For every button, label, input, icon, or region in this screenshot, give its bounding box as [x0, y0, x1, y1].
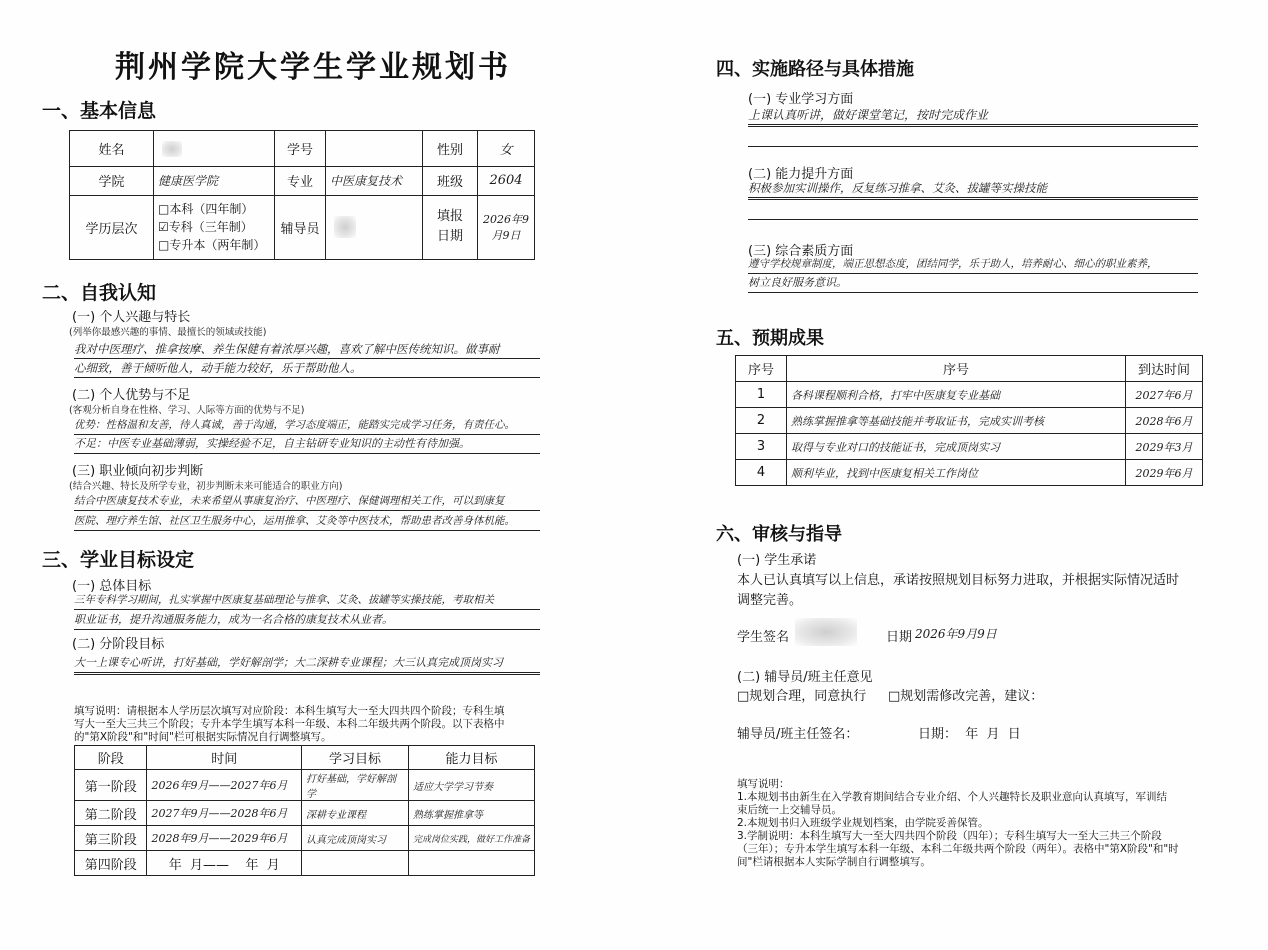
promise-text-1: 本人已认真填写以上信息，承诺按照规划目标努力进取，并根据实际情况适时 [737, 573, 1180, 588]
career-hint: (结合兴趣、特长及所学专业，初步判断未来可能适合的职业方向) [69, 481, 343, 492]
result-text: 取得与专业对口的技能证书，完成顶岗实习 [787, 434, 1126, 460]
result-no: 2 [736, 408, 787, 434]
note-line: 间"栏请根据本人实际学制自行调整填写。 [737, 856, 931, 868]
student-signature [795, 618, 857, 646]
note-line: 1.本规划书由新生在入学教育期间结合专业介绍、个人兴趣特长及职业意向认真填写，军训结 [737, 791, 1168, 803]
section-goals-heading: 三、学业目标设定 [42, 549, 195, 571]
note-line: 3.学制说明：本科生填写大一至大四共四个阶段（四年）；专科生填写大一至大三共三个阶段 [737, 830, 1162, 842]
interest-line-2: 心细致，善于倾听他人，动手能力较好，乐于帮助他人。 [74, 359, 540, 378]
class-value: 2604 [478, 167, 535, 195]
section-review-heading: 六、审核与指导 [716, 524, 842, 545]
phase-time: 年 月—— 年 月 [147, 851, 302, 876]
note-line: （三年）；专升本学生填写本科一年级、本科二年级共两个阶段（两年）。表格中"第X阶段"和"时 [737, 843, 1179, 855]
result-text: 顺利毕业，找到中医康复相关工作岗位 [787, 460, 1126, 486]
result-no: 3 [736, 434, 787, 460]
strength-line-1: 优势：性格温和友善，待人真诚，善于沟通，学习态度端正，能踏实完成学习任务，有责任心。 [74, 416, 540, 435]
phase-ability: 适应大学学习节奏 [408, 770, 534, 801]
level-option-upgrade[interactable]: □专升本（两年制） [158, 238, 266, 253]
note-line: 2.本规划书归入班级学业规划档案，由学院妥善保管。 [737, 817, 989, 829]
ability-aspect-line: 积极参加实训操作，反复练习推拿、艾灸、拔罐等实操技能 [748, 179, 1198, 198]
result-no: 1 [736, 382, 787, 408]
note-line: 束后统一上交辅导员。 [737, 804, 842, 816]
id-value [326, 131, 423, 167]
major-label: 专业 [275, 167, 326, 195]
result-time: 2029年6月 [1126, 460, 1203, 486]
phase-table [74, 745, 535, 876]
fill-note-1: 填写说明：请根据本人学历层次填写对应阶段：本科生填写大一至大四共四个阶段；专科生填 [74, 705, 505, 717]
section-self-heading: 二、自我认知 [42, 282, 157, 304]
result-time: 2028年6月 [1126, 408, 1203, 434]
phase-stage: 第四阶段 [75, 851, 147, 876]
counselor-sign-label: 辅导员/班主任签名： [737, 727, 859, 742]
phase-study: 深耕专业课程 [302, 801, 409, 826]
result-text: 熟练掌握推拿等基础技能并考取证书，完成实训考核 [787, 408, 1126, 434]
phase-time: 2026年9月——2027年6月 [147, 770, 302, 801]
career-title: (三) 职业倾向初步判断 [72, 464, 204, 479]
basic-info-table [69, 130, 535, 260]
quality-aspect-line-1: 遵守学校规章制度，端正思想态度，团结同学，乐于助人，培养耐心、细心的职业素养， [748, 255, 1198, 274]
opinion-option-revise[interactable]: □规划需修改完善，建议： [888, 689, 1044, 704]
interest-line-1: 我对中医理疗、推拿按摩、养生保健有着浓厚兴趣，喜欢了解中医传统知识。做事耐 [74, 340, 540, 359]
phase-stage: 第二阶段 [75, 801, 147, 826]
phase-ability: 熟练掌握推拿等 [408, 801, 534, 826]
phase-time: 2027年9月——2028年6月 [147, 801, 302, 826]
results-header-time: 到达时间 [1126, 356, 1203, 382]
gender-label: 性别 [423, 131, 478, 167]
promise-title: (一) 学生承诺 [737, 553, 817, 568]
phase-stage: 第一阶段 [75, 770, 147, 801]
results-header-result: 序号 [787, 356, 1126, 382]
name-label: 姓名 [70, 131, 154, 167]
interest-hint: (列举你最感兴趣的事情、最擅长的领域或技能) [69, 327, 267, 338]
level-option-college[interactable]: ☑专科（三年制） [158, 220, 253, 235]
phase-study: 打好基础，学好解剖学 [302, 770, 409, 801]
phase-time: 2028年9月——2029年6月 [147, 826, 302, 851]
phase-ability [408, 851, 534, 876]
phase-ability: 完成岗位实践，做好工作准备 [408, 826, 534, 851]
page-title: 荆州学院大学生学业规划书 [115, 50, 511, 85]
results-header-no: 序号 [736, 356, 787, 382]
major-value: 中医康复技术 [326, 167, 423, 195]
fill-date-value: 2026年9月9日 [478, 195, 535, 260]
phase-study [302, 851, 409, 876]
opinion-option-agree[interactable]: □规划合理，同意执行 [737, 689, 867, 704]
counselor-value [326, 195, 423, 260]
counselor-date-label: 日期： 年 月 日 [918, 727, 1021, 742]
overall-goal-line-2: 职业证书，提升沟通服务能力，成为一名合格的康复技术从业者。 [74, 611, 540, 630]
study-aspect-blank-1 [748, 126, 1198, 127]
phase-goal-blank-line [74, 674, 540, 675]
phase-header-time: 时间 [147, 746, 302, 770]
strength-line-2: 不足：中医专业基础薄弱，实操经验不足，自主钻研专业知识的主动性有待加强。 [74, 435, 540, 454]
section-results-heading: 五、预期成果 [716, 328, 824, 349]
section-implementation-heading: 四、实施路径与具体措施 [716, 59, 914, 80]
phase-stage: 第三阶段 [75, 826, 147, 851]
study-aspect-title: (一) 专业学习方面 [748, 92, 854, 107]
counselor-label: 辅导员 [275, 195, 326, 260]
promise-text-2: 调整完善。 [737, 593, 803, 608]
opinion-title: (二) 辅导员/班主任意见 [737, 670, 873, 685]
career-line-2: 医院、理疗养生馆、社区卫生服务中心，运用推拿、艾灸等中医技术，帮助患者改善身体机能。 [74, 512, 540, 531]
overall-goal-line-1: 三年专科学习期间，扎实掌握中医康复基础理论与推拿、艾灸、拔罐等实操技能，考取相关 [74, 591, 540, 610]
notes-title: 填写说明： [737, 778, 790, 790]
result-text: 各科课程顺利合格，打牢中医康复专业基础 [787, 382, 1126, 408]
level-label: 学历层次 [70, 195, 154, 260]
college-label: 学院 [70, 167, 154, 195]
fill-note-2: 写大一至大三共三个阶段；专升本学生填写本科一年级、本科二年级共两个阶段。以下表格中 [74, 718, 505, 730]
result-time: 2027年6月 [1126, 382, 1203, 408]
interest-title: (一) 个人兴趣与特长 [72, 310, 191, 325]
phase-goal-title: (二) 分阶段目标 [72, 637, 165, 652]
phase-header-stage: 阶段 [75, 746, 147, 770]
class-label: 班级 [423, 167, 478, 195]
strength-title: (二) 个人优势与不足 [72, 388, 191, 403]
fill-date-label: 填报 日期 [423, 195, 478, 260]
study-aspect-blank-2 [748, 146, 1198, 147]
id-label: 学号 [275, 131, 326, 167]
section-basic-info-heading: 一、基本信息 [42, 100, 157, 122]
strength-hint: (客观分析自身在性格、学习、人际等方面的优势与不足) [69, 405, 305, 416]
phase-header-ability: 能力目标 [408, 746, 534, 770]
study-aspect-line: 上课认真听讲，做好课堂笔记，按时完成作业 [748, 106, 1198, 125]
result-no: 4 [736, 460, 787, 486]
career-line-1: 结合中医康复技术专业，未来希望从事康复治疗、中医理疗、保健调理相关工作，可以到康复 [74, 492, 540, 511]
ability-aspect-blank-1 [748, 199, 1198, 200]
student-sign-label: 学生签名 [737, 630, 790, 645]
overall-goal-title: (一) 总体目标 [72, 579, 152, 594]
fill-note-3: 的"第X阶段"和"时间"栏可根据实际情况自行调整填写。 [74, 731, 332, 743]
gender-value: 女 [478, 131, 535, 167]
phase-study: 认真完成顶岗实习 [302, 826, 409, 851]
phase-goal-line: 大一上课专心听讲，打好基础，学好解剖学；大二深耕专业课程；大三认真完成顶岗实习 [74, 654, 540, 673]
level-option-bachelor[interactable]: □本科（四年制） [158, 202, 254, 217]
ability-aspect-blank-2 [748, 219, 1198, 220]
quality-aspect-title: (三) 综合素质方面 [748, 244, 854, 259]
ability-aspect-title: (二) 能力提升方面 [748, 167, 854, 182]
result-time: 2029年3月 [1126, 434, 1203, 460]
quality-aspect-line-2: 树立良好服务意识。 [748, 274, 1198, 293]
results-table [735, 355, 1203, 486]
college-value: 健康医学院 [154, 167, 275, 195]
student-date-value: 2026年9月9日 [915, 627, 997, 641]
name-value [154, 131, 275, 167]
phase-header-study: 学习目标 [302, 746, 409, 770]
student-date-label: 日期 [886, 630, 913, 645]
